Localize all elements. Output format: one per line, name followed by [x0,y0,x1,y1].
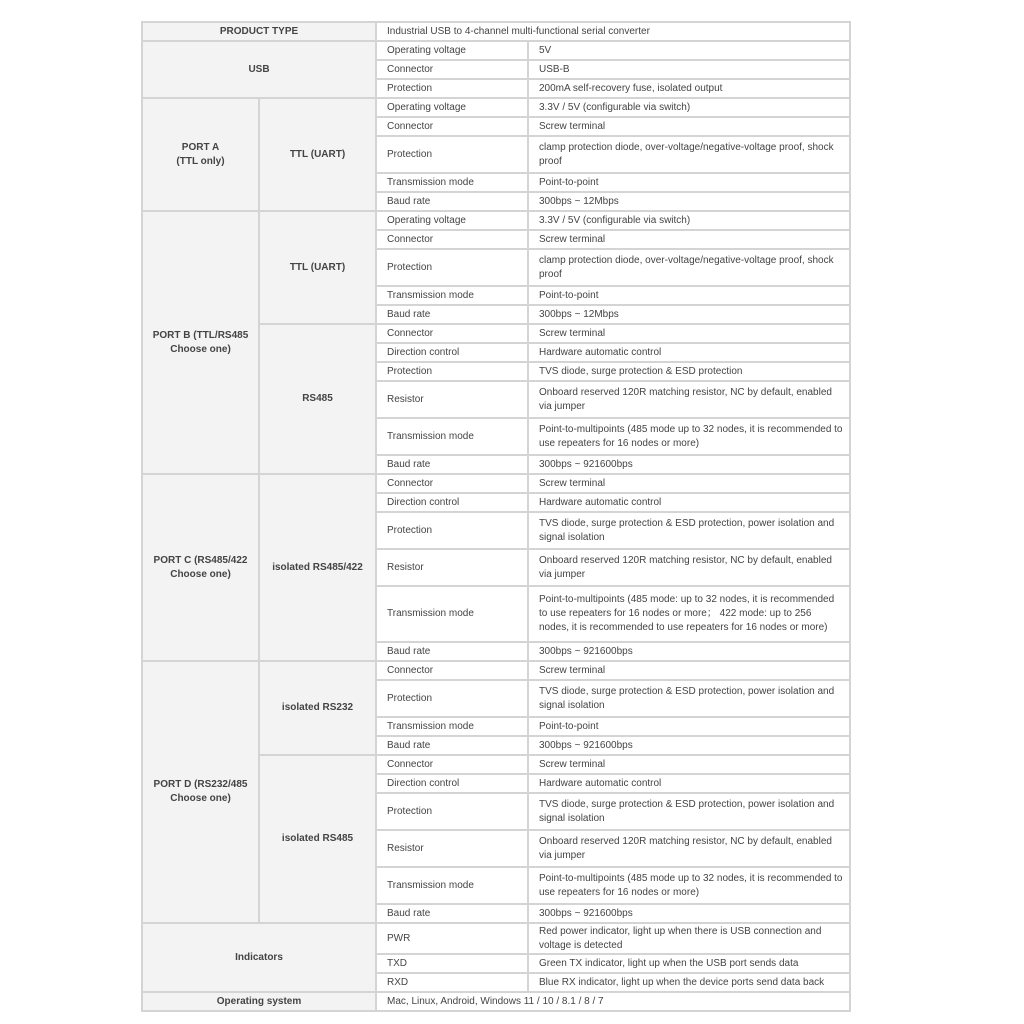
parameter-label: RXD [376,973,528,992]
parameter-value: Screw terminal [528,324,850,343]
parameter-label: Connector [376,474,528,493]
parameter-label: Baud rate [376,642,528,661]
parameter-value: Screw terminal [528,661,850,680]
spec-row [142,923,850,954]
parameter-label: Operating voltage [376,98,528,117]
parameter-value: Screw terminal [528,755,850,774]
parameter-label: Transmission mode [376,418,528,455]
parameter-value: 300bps ~ 921600bps [528,455,850,474]
parameter-label: TXD [376,954,528,973]
parameter-label: PWR [376,923,528,954]
product-type-value: Industrial USB to 4-channel multi-functional serial converter [376,22,850,41]
parameter-label: Connector [376,755,528,774]
parameter-label: Connector [376,60,528,79]
parameter-label: Transmission mode [376,173,528,192]
parameter-value: Hardware automatic control [528,493,850,512]
parameter-value: TVS diode, surge protection & ESD protection [528,362,850,381]
spec-row [142,41,850,60]
spec-row [142,474,850,493]
parameter-value: 300bps ~ 921600bps [528,642,850,661]
section-name: Indicators [142,923,376,992]
operating-system-label: Operating system [142,992,376,1011]
interface-name: isolated RS232 [259,661,376,755]
parameter-value: 3.3V / 5V (configurable via switch) [528,211,850,230]
product-type-label: PRODUCT TYPE [142,22,376,41]
parameter-value: Screw terminal [528,230,850,249]
parameter-label: Direction control [376,343,528,362]
parameter-label: Operating voltage [376,41,528,60]
parameter-value: USB-B [528,60,850,79]
section-name: PORT C (RS485/422 Choose one) [142,474,259,661]
parameter-label: Transmission mode [376,586,528,642]
spec-table [141,21,851,1012]
parameter-value: clamp protection diode, over-voltage/negative-voltage proof, shock proof [528,136,850,173]
interface-name: RS485 [259,324,376,474]
parameter-label: Resistor [376,381,528,418]
parameter-value: Point-to-multipoints (485 mode: up to 32 nodes, it is recommended to use repeaters for 16 nodes or more； 422 mode: up to 256 nodes, it is recommended to use repeaters for 16 nodes or more) [528,586,850,642]
parameter-value: TVS diode, surge protection & ESD protection, power isolation and signal isolation [528,680,850,717]
spec-table-body [142,22,850,1011]
parameter-value: 3.3V / 5V (configurable via switch) [528,98,850,117]
parameter-label: Connector [376,117,528,136]
interface-name: TTL (UART) [259,211,376,324]
parameter-value: Point-to-point [528,717,850,736]
operating-system-row [142,992,850,1011]
parameter-value: Hardware automatic control [528,343,850,362]
parameter-label: Transmission mode [376,717,528,736]
parameter-label: Baud rate [376,736,528,755]
parameter-label: Protection [376,680,528,717]
parameter-value: Onboard reserved 120R matching resistor, NC by default, enabled via jumper [528,381,850,418]
interface-name: TTL (UART) [259,98,376,211]
parameter-value: 200mA self-recovery fuse, isolated output [528,79,850,98]
parameter-label: Protection [376,793,528,830]
parameter-label: Resistor [376,830,528,867]
product-type-row [142,22,850,41]
parameter-value: TVS diode, surge protection & ESD protection, power isolation and signal isolation [528,512,850,549]
parameter-value: Point-to-point [528,286,850,305]
parameter-label: Operating voltage [376,211,528,230]
parameter-label: Transmission mode [376,286,528,305]
parameter-label: Protection [376,249,528,286]
parameter-label: Protection [376,136,528,173]
parameter-value: Point-to-multipoints (485 mode up to 32 nodes, it is recommended to use repeaters for 16 nodes or more) [528,867,850,904]
parameter-value: 300bps ~ 12Mbps [528,305,850,324]
section-name: PORT B (TTL/RS485 Choose one) [142,211,259,474]
spec-row [142,661,850,680]
parameter-label: Baud rate [376,305,528,324]
interface-name: isolated RS485/422 [259,474,376,661]
section-name: PORT A (TTL only) [142,98,259,211]
parameter-value: Onboard reserved 120R matching resistor, NC by default, enabled via jumper [528,830,850,867]
parameter-value: Onboard reserved 120R matching resistor, NC by default, enabled via jumper [528,549,850,586]
parameter-value: Screw terminal [528,117,850,136]
parameter-value: Point-to-point [528,173,850,192]
parameter-value: 300bps ~ 921600bps [528,736,850,755]
parameter-label: Direction control [376,774,528,793]
parameter-label: Connector [376,324,528,343]
parameter-label: Connector [376,661,528,680]
section-name: USB [142,41,376,98]
parameter-label: Baud rate [376,192,528,211]
parameter-value: Screw terminal [528,474,850,493]
spec-row [142,98,850,117]
parameter-label: Transmission mode [376,867,528,904]
parameter-value: TVS diode, surge protection & ESD protection, power isolation and signal isolation [528,793,850,830]
parameter-label: Connector [376,230,528,249]
spec-row [142,211,850,230]
parameter-label: Protection [376,79,528,98]
parameter-value: clamp protection diode, over-voltage/negative-voltage proof, shock proof [528,249,850,286]
parameter-value: 5V [528,41,850,60]
parameter-value: Hardware automatic control [528,774,850,793]
parameter-label: Protection [376,362,528,381]
parameter-value: Blue RX indicator, light up when the device ports send data back [528,973,850,992]
parameter-value: Point-to-multipoints (485 mode up to 32 nodes, it is recommended to use repeaters for 16 nodes or more) [528,418,850,455]
parameter-label: Baud rate [376,904,528,923]
section-name: PORT D (RS232/485 Choose one) [142,661,259,923]
parameter-value: 300bps ~ 921600bps [528,904,850,923]
operating-system-value: Mac, Linux, Android, Windows 11 / 10 / 8.1 / 8 / 7 [376,992,850,1011]
parameter-value: Red power indicator, light up when there is USB connection and voltage is detected [528,923,850,954]
parameter-label: Resistor [376,549,528,586]
parameter-label: Baud rate [376,455,528,474]
parameter-value: 300bps ~ 12Mbps [528,192,850,211]
interface-name: isolated RS485 [259,755,376,923]
parameter-value: Green TX indicator, light up when the USB port sends data [528,954,850,973]
parameter-label: Protection [376,512,528,549]
parameter-label: Direction control [376,493,528,512]
